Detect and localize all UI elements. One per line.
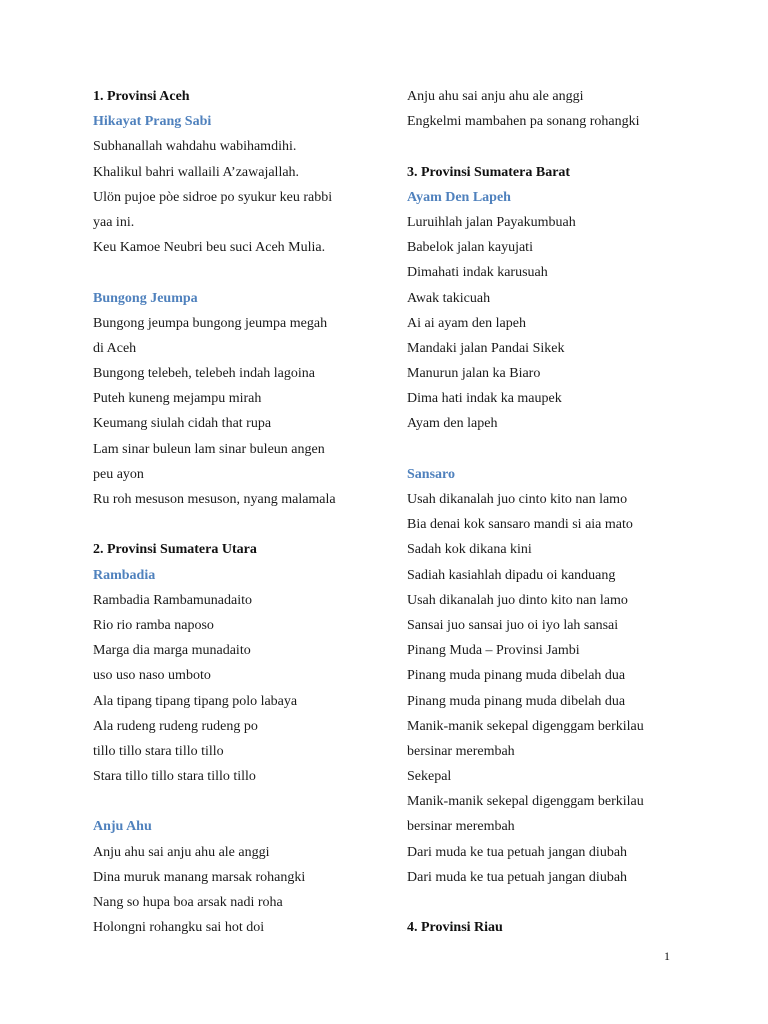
section-heading: 4. Provinsi Riau [407, 920, 503, 936]
lyric-line: Dina muruk manang marsak rohangki [93, 869, 306, 885]
lyric-line: Khalikul bahri wallaili A’zawajallah. [93, 164, 300, 180]
lyric-line: Sadah kok dikana kini [407, 542, 532, 558]
lyric-line: Nang so hupa boa arsak nadi roha [93, 895, 283, 910]
song-title: Rambadia [93, 567, 156, 583]
lyric-line: Usah dikanalah juo dinto kito nan lamo [407, 592, 628, 608]
lyric-line: Luruihlah jalan Payakumbuah [407, 214, 576, 230]
lyric-line: Pinang muda pinang muda dibelah dua [407, 668, 626, 684]
blank-line [93, 789, 393, 814]
song-title: Ayam Den Lapeh [407, 189, 511, 205]
lyric-line: Usah dikanalah juo cinto kito nan lamo [407, 492, 628, 507]
lyric-line: Keu Kamoe Neubri beu suci Aceh Mulia. [93, 240, 326, 256]
lyric-line: Ulön pujoe pòe sidroe po syukur keu rabbi [93, 189, 333, 205]
lyric-line: Manik-manik sekepal digenggam berkilau [407, 794, 644, 810]
song-title: Anju Ahu [93, 819, 152, 835]
lyric-line: Bungong telebeh, telebeh indah lagoina [93, 366, 315, 382]
lyric-line: Bia denai kok sansaro mandi si aia mato [407, 517, 633, 533]
lyric-line: Holongni rohangku sai hot doi [93, 920, 265, 936]
lyric-line: Sadiah kasiahlah dipadu oi kanduang [407, 567, 616, 583]
song-title: Bungong Jeumpa [93, 290, 198, 306]
lyric-line: Ai ai ayam den lapeh [407, 315, 526, 331]
lyric-line: Marga dia marga munadaito [93, 643, 251, 659]
lyric-line: Awak takicuah [407, 290, 491, 306]
lyric-line: Pinang Muda – Provinsi Jambi [407, 643, 580, 659]
lyric-line: Ayam den lapeh [407, 416, 498, 432]
song-title: Hikayat Prang Sabi [93, 114, 212, 130]
left-column [93, 84, 393, 940]
lyric-line: bersinar merembah [407, 819, 515, 835]
lyric-line: yaa ini. [93, 214, 135, 230]
blank-line [407, 437, 707, 462]
lyric-line: Dari muda ke tua petuah jangan diubah [407, 844, 628, 860]
lyric-line: bersinar merembah [407, 743, 515, 759]
lyric-line: Sansai juo sansai juo oi iyo lah sansai [407, 617, 619, 633]
lyric-line: Lam sinar buleun lam sinar buleun angen [93, 441, 325, 457]
lyric-line: Rio rio ramba naposo [93, 617, 214, 633]
lyric-line: Sekepal [407, 769, 452, 785]
lyric-line: Ru roh mesuson mesuson, nyang malamala [93, 492, 336, 507]
lyric-line: Manik-manik sekepal digenggam berkilau [407, 718, 644, 734]
lyric-line: tillo tillo stara tillo tillo [93, 743, 224, 759]
song-title: Sansaro [407, 466, 455, 482]
lyric-line: Pinang muda pinang muda dibelah dua [407, 693, 626, 709]
lyric-line: Ala tipang tipang tipang polo labaya [93, 693, 298, 709]
lyric-line: Dari muda ke tua petuah jangan diubah [407, 869, 628, 885]
blank-line [407, 890, 707, 915]
lyric-line: Stara tillo tillo stara tillo tillo [93, 769, 256, 785]
lyric-line: Mandaki jalan Pandai Sikek [407, 340, 565, 356]
lyric-line: Anju ahu sai anju ahu ale anggi [93, 844, 270, 860]
lyric-line: Anju ahu sai anju ahu ale anggi [407, 89, 584, 104]
lyric-line: Rambadia Rambamunadaito [93, 592, 253, 608]
lyric-line: Bungong jeumpa bungong jeumpa megah [93, 315, 328, 331]
lyric-line: Dimahati indak karusuah [407, 265, 548, 281]
lyric-line: Ala rudeng rudeng rudeng po [93, 718, 258, 734]
section-heading: 1. Provinsi Aceh [93, 89, 190, 104]
section-heading: 3. Provinsi Sumatera Barat [407, 164, 571, 180]
lyric-line: Subhanallah wahdahu wabihamdihi. [93, 139, 297, 155]
lyric-line: Dima hati indak ka maupek [407, 391, 562, 407]
right-column [407, 84, 707, 940]
lyric-line: Babelok jalan kayujati [407, 240, 533, 256]
lyric-line: Manurun jalan ka Biaro [407, 366, 541, 382]
page-number: 1 [664, 949, 670, 963]
lyric-line: uso uso naso umboto [93, 668, 211, 684]
blank-line [93, 512, 393, 537]
lyric-line: Puteh kuneng mejampu mirah [93, 391, 262, 407]
blank-line [93, 260, 393, 285]
lyric-line: Engkelmi mambahen pa sonang rohangki [407, 114, 640, 130]
blank-line [407, 134, 707, 159]
lyric-line: di Aceh [93, 340, 137, 356]
lyric-line: peu ayon [93, 466, 144, 482]
section-heading: 2. Provinsi Sumatera Utara [93, 542, 257, 558]
lyric-line: Keumang siulah cidah that rupa [93, 416, 272, 432]
